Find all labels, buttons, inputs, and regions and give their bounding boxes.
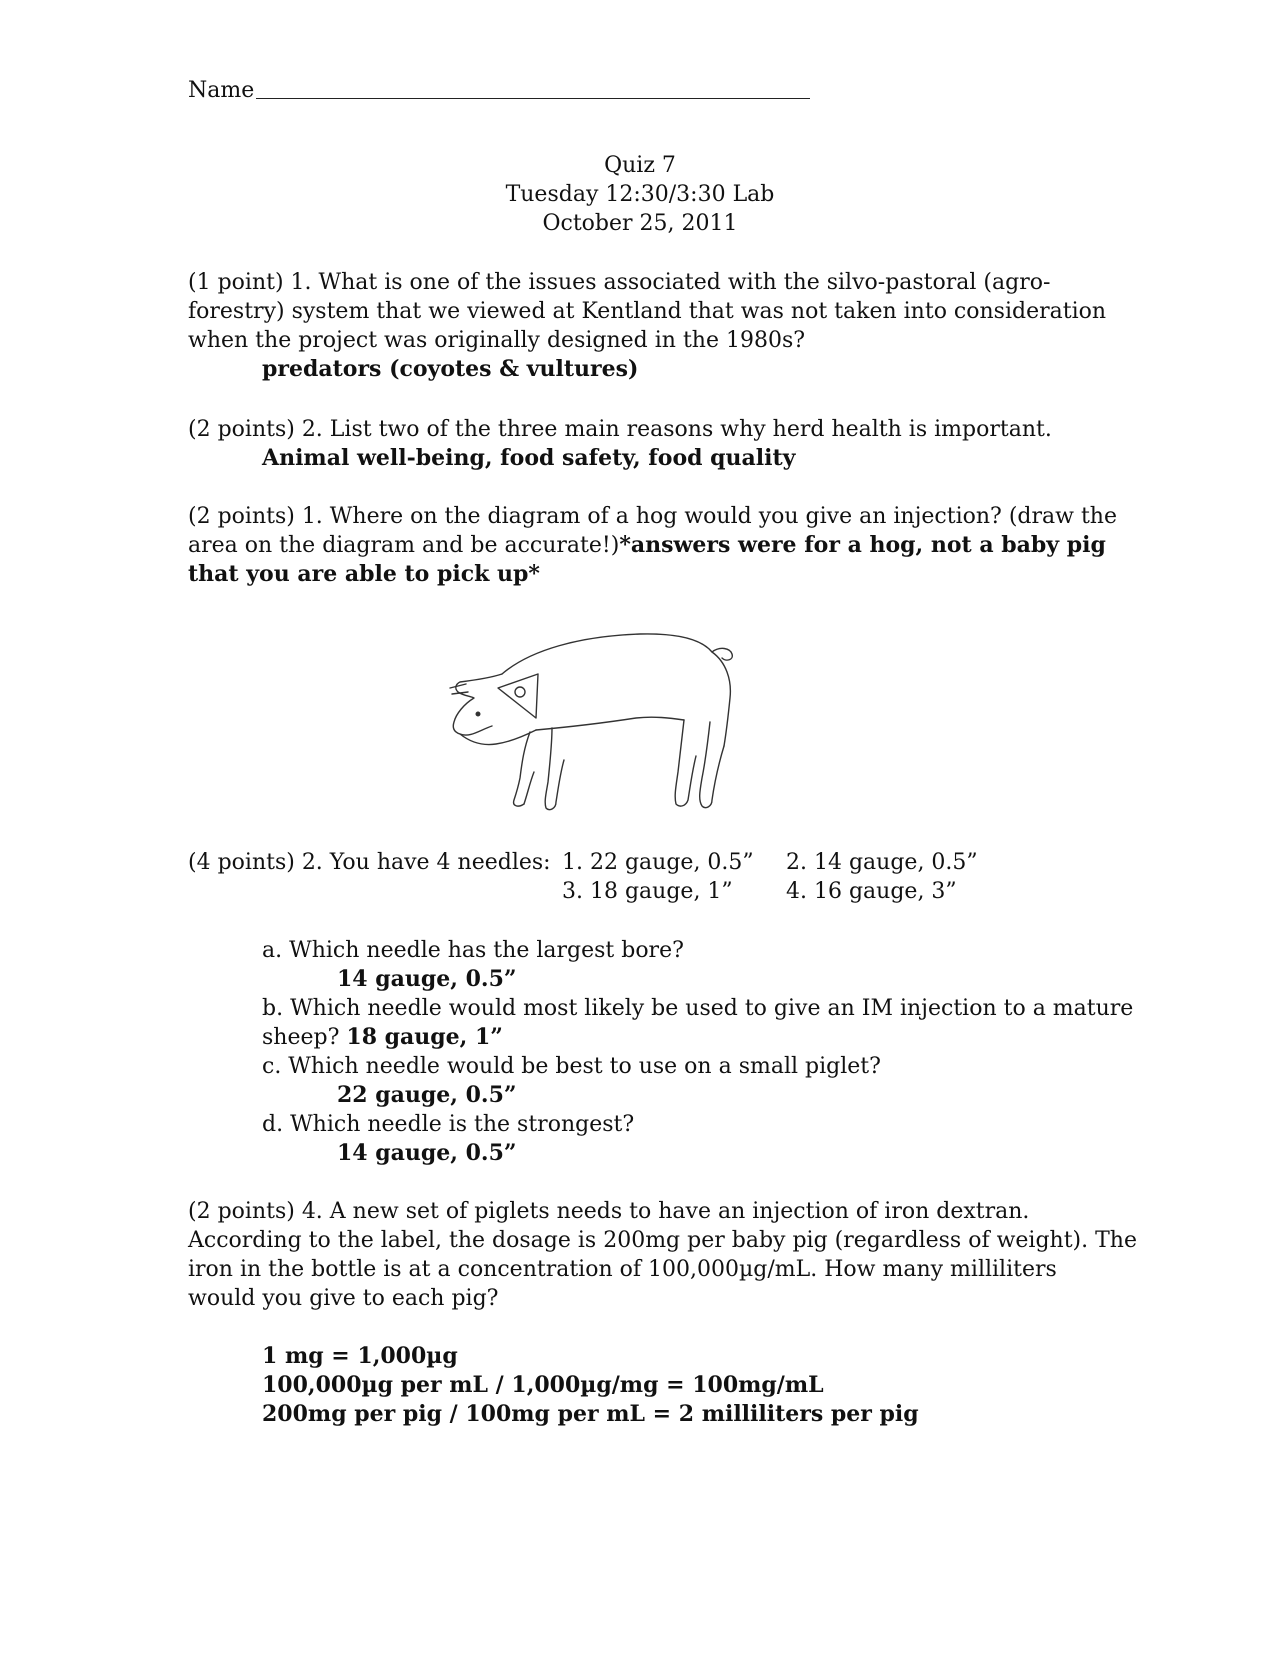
q4a-question: a. Which needle has the largest bore? xyxy=(262,938,684,963)
q5-work-line3: 200mg per pig / 100mg per mL = 2 milliliters per pig xyxy=(262,1401,919,1427)
q3-text-line1: (2 points) 1. Where on the diagram of a hog would you give an injection? (draw the xyxy=(188,504,1117,529)
q4b-question-cont-text: sheep? xyxy=(262,1025,340,1050)
q5-work-line2: 100,000µg per mL / 1,000µg/mg = 100mg/mL xyxy=(262,1372,824,1398)
q4b-question-cont xyxy=(262,1023,503,1052)
q3-note-bold-cont: that you are able to pick up* xyxy=(188,561,540,587)
needle-3: 3. 18 gauge, 1” xyxy=(562,879,733,904)
q3-text-line2 xyxy=(188,531,1106,560)
q1-answer: predators (coyotes & vultures) xyxy=(262,356,639,382)
name-blank[interactable] xyxy=(256,98,810,99)
q3-text-line2-plain: area on the diagram and be accurate!) xyxy=(188,533,620,558)
q1-text-line2: forestry) system that we viewed at Kentland that was not taken into consideration xyxy=(188,299,1107,324)
name-label: Name xyxy=(188,78,255,103)
needle-1: 1. 22 gauge, 0.5” xyxy=(562,850,754,875)
q1-text-line3: when the project was originally designed in the 1980s? xyxy=(188,328,806,353)
q3-note-bold: *answers were for a hog, not a baby pig xyxy=(619,532,1106,558)
pig-hind-leg-2 xyxy=(700,722,724,808)
quiz-title: Quiz 7 xyxy=(604,153,676,178)
q2-text: (2 points) 2. List two of the three main reasons why herd health is important. xyxy=(188,417,1052,442)
q4c-answer: 22 gauge, 0.5” xyxy=(337,1082,517,1108)
q4d-answer: 14 gauge, 0.5” xyxy=(337,1140,517,1166)
q1-text-line1: (1 point) 1. What is one of the issues associated with the silvo-pastoral (agro- xyxy=(188,270,1051,295)
pig-snout xyxy=(453,674,502,735)
q2-answer: Animal well-being, food safety, food quality xyxy=(262,445,796,471)
q5-work-line1: 1 mg = 1,000µg xyxy=(262,1343,458,1369)
q4-intro: (4 points) 2. You have 4 needles: xyxy=(188,850,551,875)
q4c-question: c. Which needle would be best to use on a small piglet? xyxy=(262,1054,881,1079)
q4a-answer: 14 gauge, 0.5” xyxy=(337,966,517,992)
q5-text-line2: According to the label, the dosage is 200mg per baby pig (regardless of weight). The xyxy=(188,1228,1137,1253)
pig-hind-leg-1 xyxy=(675,720,696,806)
pig-front-leg-1 xyxy=(514,732,530,806)
needle-2: 2. 14 gauge, 0.5” xyxy=(786,850,978,875)
lab-session: Tuesday 12:30/3:30 Lab xyxy=(505,182,775,207)
q5-text-line4: would you give to each pig? xyxy=(188,1286,499,1311)
quiz-date: October 25, 2011 xyxy=(542,211,738,236)
q4b-question: b. Which needle would most likely be used to give an IM injection to a mature xyxy=(262,996,1134,1021)
q5-text-line3: iron in the bottle is at a concentration of 100,000µg/mL. How many milliliters xyxy=(188,1257,1057,1282)
needle-4: 4. 16 gauge, 3” xyxy=(786,879,957,904)
pig-front-leg-2 xyxy=(545,728,564,810)
q5-text-line1: (2 points) 4. A new set of piglets needs to have an injection of iron dextran. xyxy=(188,1199,1030,1224)
pig-diagram-icon[interactable] xyxy=(440,622,750,818)
q4d-question: d. Which needle is the strongest? xyxy=(262,1112,635,1137)
pig-back-outline xyxy=(502,634,730,746)
q4b-answer: 18 gauge, 1” xyxy=(346,1024,503,1050)
